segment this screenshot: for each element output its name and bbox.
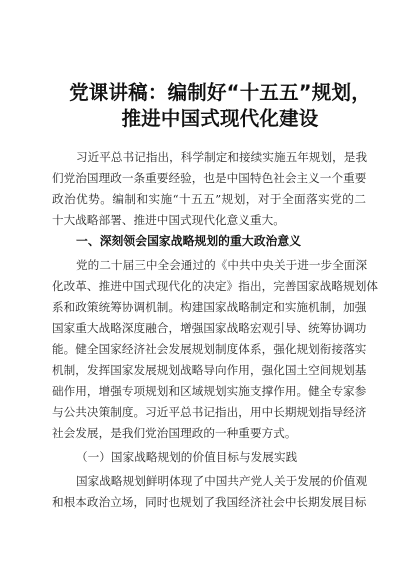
paragraph-line: 党的二十届三中全会通过的《中共中央关于进一步全面深: [76, 258, 368, 272]
paragraph-line: 社会发展，是我们党治国理政的一种重要方式。: [52, 426, 297, 440]
paragraph-line: 国家重大战略深度融合，增强国家战略宏观引导、统筹协调功: [52, 321, 367, 335]
paragraph-line: 机制，发挥国家发展规划战略导向作用，强化国土空间规划基: [52, 363, 367, 377]
paragraph-line: 与公共决策制度。习近平总书记指出，用中长期规划指导经济: [52, 405, 367, 419]
paragraph-line: 习近平总书记指出，科学制定和接续实施五年规划，是我: [76, 150, 368, 164]
paragraph-line: 政治优势。编制和实施“十五五”规划，对于全面落实党的二: [52, 192, 366, 206]
paragraph-line: 十大战略部署、推进中国式现代化意义重大。: [52, 213, 285, 227]
paragraph-line: 国家战略规划鲜明体现了中国共产党人关于发展的价值观: [76, 474, 368, 488]
subsection-heading: （一）国家战略规划的价值目标与发展实践: [76, 450, 298, 464]
paragraph-line: 础作用，增强专项规划和区域规划实施支撑作用。健全专家参: [52, 384, 367, 398]
paragraph-line: 能。健全国家经济社会发展规划制度体系，强化规划衔接落实: [52, 342, 367, 356]
section-heading: 一、深刻领会国家战略规划的重大政治意义: [76, 234, 302, 248]
paragraph-line: 和根本政治立场，同时也规划了我国经济社会中长期发展目标: [52, 495, 367, 509]
paragraph-line: 化改革、推进中国式现代化的决定》指出，完善国家战略规划体: [52, 279, 379, 293]
document-title-line-1: 党课讲稿：编制好“十五五”规划，: [69, 81, 371, 104]
paragraph-line: 系和政策统筹协调机制。构建国家战略制定和实施机制，加强: [52, 300, 367, 314]
paragraph-line: 们党治国理政一条重要经验，也是中国特色社会主义一个重要: [52, 171, 367, 185]
document-title-line-2: 推进中国式现代化建设: [121, 107, 319, 130]
